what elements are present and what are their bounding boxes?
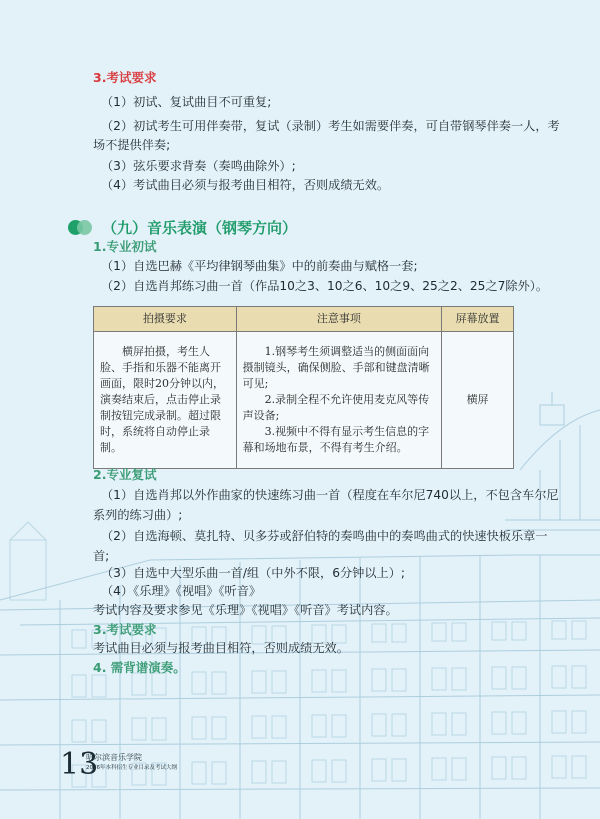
- table-cell-shooting: 横屏拍摄，考生人脸、手指和乐器不能离开画面，限时20分钟以内，演奏结束后，点击停止录制按钮完成录制。超过限时，系统将自动停止录制。: [94, 332, 237, 469]
- retest-heading: 2.专业复试: [93, 467, 157, 482]
- retest-line-3: （2）自选海顿、莫扎特、贝多芬或舒伯特的奏鸣曲中的奏鸣曲式的快速快板乐章一: [101, 529, 548, 543]
- top-item-2-cont: 场不提供伴奏;: [93, 138, 171, 152]
- top-item-2: （2）初试考生可用伴奏带，复试（录制）考生如需要伴奏，可自带钢琴伴奏一人，考: [101, 119, 560, 133]
- retest-line-2: 系列的练习曲）;: [93, 508, 183, 522]
- table-header-notes: 注意事项: [236, 307, 441, 332]
- section-title: [68, 215, 297, 239]
- table-header-shooting: 拍摄要求: [94, 307, 237, 332]
- initial-item-2: （2）自选肖邦练习曲一首（作品10之3、10之6、10之9、25之2、25之7除外）。: [101, 279, 549, 293]
- catalog-subtitle: 2026年本科招生专业目录及考试大纲: [86, 765, 177, 771]
- note-2: 2.录制全程不允许使用麦克风等传声设备;: [242, 393, 430, 422]
- table-cell-screen: 横屏: [442, 332, 514, 469]
- exam-requirements-text: 考试曲目必须与报考曲目相符，否则成绩无效。: [93, 641, 349, 655]
- institution-name: 哈尔滨音乐学院: [86, 753, 142, 762]
- top-item-4: （4）考试曲目必须与报考曲目相符，否则成绩无效。: [101, 178, 390, 192]
- recording-requirements-table: [93, 306, 514, 469]
- table-header-screen: 屏幕放置: [442, 307, 514, 332]
- retest-line-1: （1）自选肖邦以外作曲家的快速练习曲一首（程度在车尔尼740以上，不包含车尔尼: [101, 488, 559, 502]
- memorize-heading: 4. 需背谱演奏。: [93, 660, 186, 675]
- retest-line-5: （3）自选中大型乐曲一首/组（中外不限，6分钟以上）;: [101, 566, 406, 580]
- initial-exam-heading: 1.专业初试: [93, 239, 157, 254]
- table-cell-notes: [236, 332, 441, 469]
- top-item-1: （1）初试、复试曲目不可重复;: [101, 95, 272, 109]
- section-bullet-icon: [68, 217, 96, 237]
- retest-line-4: 首;: [93, 549, 110, 563]
- initial-item-1: （1）自选巴赫《平均律钢琴曲集》中的前奏曲与赋格一套;: [101, 259, 418, 273]
- exam-requirements-heading-top: 3.考试要求: [93, 70, 157, 85]
- note-1: 1.钢琴考生须调整适当的侧面面向摄制镜头，确保侧脸、手部和键盘清晰可见;: [242, 345, 430, 390]
- retest-line-6: （4）《乐理》《视唱》《听音》: [101, 584, 262, 598]
- section-title-text: （九）音乐表演（钢琴方向）: [102, 218, 298, 237]
- top-item-3: （3）弦乐要求背奏（奏鸣曲除外）;: [101, 159, 296, 173]
- page-number: 13: [60, 747, 99, 782]
- note-3: 3.视频中不得有显示考生信息的字幕和场地布景，不得有考生介绍。: [242, 425, 430, 454]
- retest-line-7: 考试内容及要求参见《乐理》《视唱》《听音》考试内容。: [93, 603, 398, 617]
- exam-requirements-heading: 3.考试要求: [93, 622, 157, 637]
